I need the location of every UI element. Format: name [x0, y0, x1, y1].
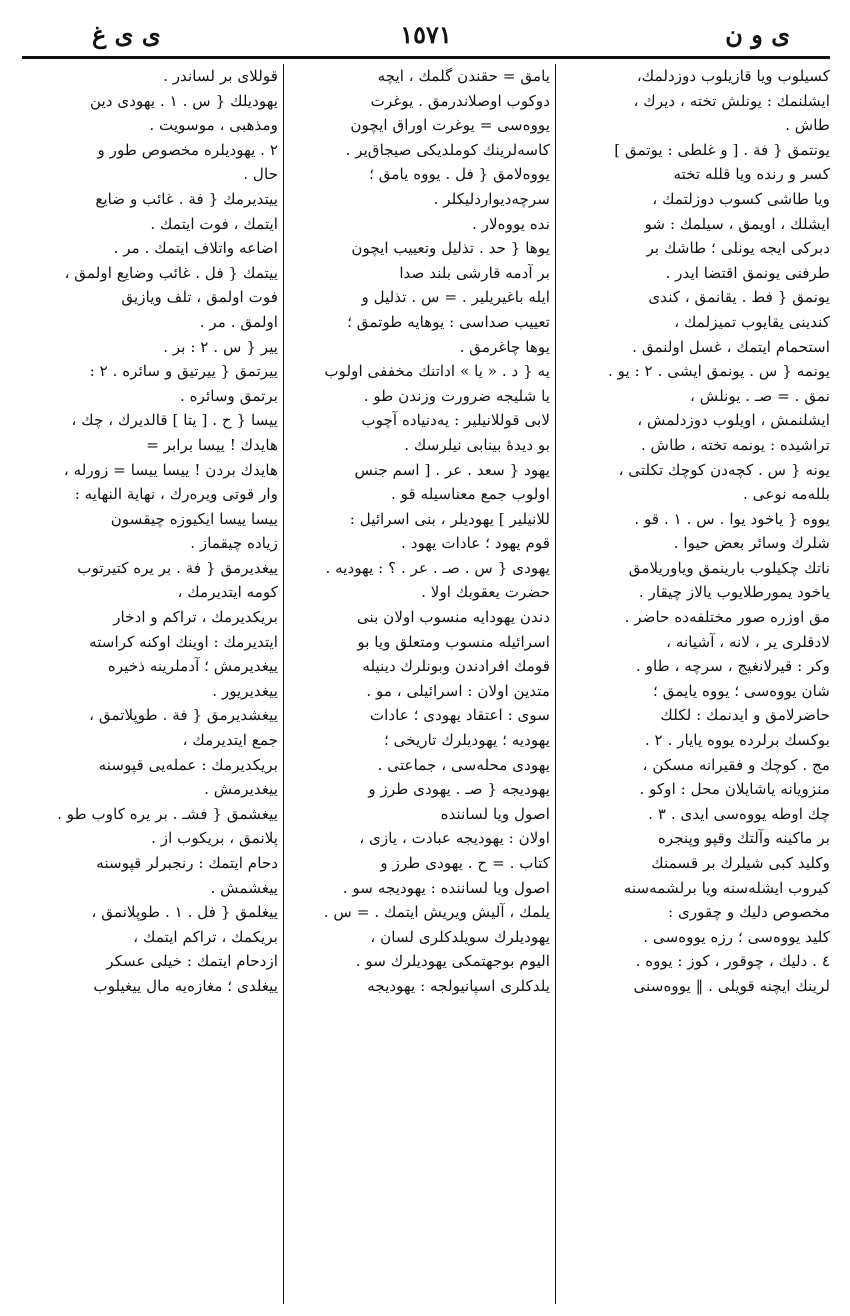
text-line: مج . كوچك و فقيرانه مسكن ، [642, 755, 830, 774]
text-line: وار قوتى ويرەرك ، نهاية النهايه : [74, 485, 278, 504]
text-line: ييغشمق { فشـ . بر يره كاوب طو . [57, 804, 278, 823]
text-line: وكر : قيرلانغيج ، سرچه ، طاو . [636, 657, 830, 676]
text-line: يووه‌لامق { فل . يووه يامق ؛ [369, 165, 550, 184]
text-line: برتمق وسائره . [179, 386, 278, 405]
text-line: ييغديريور . [212, 681, 278, 700]
text-line: تعييب صداسى : يوهايه طوتمق ؛ [347, 312, 550, 331]
text-line: يووه‌سى = يوغرت اوراق ايچون [350, 116, 550, 135]
text-line: بر ماكينه وآلتك وقپو وپنجره [657, 829, 830, 848]
column-divider [555, 64, 556, 1304]
text-line: ٤ . دليك ، چوقور ، كوز : يووه . [635, 952, 830, 971]
text-line: يامق = حقندن گلمك ، ايچه [377, 67, 550, 85]
text-line: يه { د . « يا » اداتنك مخففى اولوب [324, 362, 550, 381]
column-right [560, 64, 830, 1300]
text-line: طرفنى يونمق اقتضا ايدر . [665, 263, 830, 282]
text-line: لرينك ايچنه قويلى . ‖ يووه‌سنى [633, 976, 830, 995]
text-line: ييغلدى ؛ مغازه‌يه مال ييغيلوب [93, 976, 278, 995]
text-line: ايشلك ، اويمق ، سيلمك : شو [644, 214, 830, 233]
text-line: چك اوطه يووه‌سى ايدى . ٣ . [648, 804, 830, 823]
text-line: حضرت يعقوبك اولا . [421, 583, 550, 602]
text-line: سوى : اعتقاد يهودى ؛ عادات [369, 706, 550, 725]
text-line: ييرتمق { ييرتيق و سائره . ٢ : [89, 362, 278, 381]
text-line: ومذهبى ، موسويت . [149, 116, 278, 135]
text-line: ييغديرمق { فة . بر يره كتيرتوب [77, 558, 278, 577]
text-line: يا شليجه ضرورت وزندن طو . [363, 386, 550, 405]
text-line: ييتديرمك { فة . غائب و ضايع [95, 189, 278, 208]
text-line: فوت اولمق ، تلف ويازيق [121, 288, 278, 307]
page-number: ١٥٧١ [400, 20, 452, 49]
text-line: ييغديرمش . [204, 780, 278, 799]
text-line: وكليد كبى شيلرك بر قسمنك [651, 854, 830, 872]
header-rule [22, 56, 830, 59]
text-line: يهوديلك { س . ١ . يهودى دين [90, 91, 278, 110]
column-left [22, 64, 278, 1300]
text-line: قومك افرادندن وبونلرك دينيله [362, 657, 550, 676]
text-line: نده يووه‌لار . [472, 214, 550, 233]
text-line: قوللاى بر لساندر . [163, 67, 278, 85]
text-line: بريكديرمك : عمله‌يى قپوسنه [98, 755, 278, 774]
text-line: ازدحام ايتمك : خيلى عسكر [106, 952, 278, 971]
text-line: دحام ايتمك : رنجبرلر قپوسنه [96, 854, 278, 872]
text-line: ايشلنمش ، اويلوب دوزدلمش ، [637, 411, 830, 430]
text-line: يووه { ياخود يوا . س . ١ . قو . [634, 509, 830, 528]
text-line: قوم يهود ؛ عادات يهود . [401, 534, 550, 553]
text-line: ييغلمق { فل . ١ . طوپلانمق ، [91, 903, 278, 922]
text-line: بو ديدهٔ بينابى نيلرسك . [404, 435, 550, 454]
header-left-letters: ی ی غ [92, 20, 161, 49]
text-line: كيروب ايشله‌سنه ويا برلشمه‌سنه [623, 878, 830, 897]
text-line: يونمه { س . يونمق ايشى . ٢ : يو . [608, 362, 830, 381]
text-line: ويا طاشى كسوب دوزلتمك ، [652, 189, 830, 208]
text-line: اليوم بوجهتمكى يهوديلرك سو . [355, 952, 550, 971]
text-line: كومه ايتديرمك ، [177, 583, 278, 602]
text-line: ايتمك ، فوت ايتمك . [150, 214, 278, 233]
text-line: بلله‌مه نوعى . [743, 485, 830, 504]
text-line: سرچه‌ديواردليكلر . [433, 189, 550, 208]
text-line: بريكمك ، تراكم ايتمك ، [133, 927, 278, 946]
text-line: پلانمق ، بريكوب از . [151, 829, 278, 848]
text-line: كتاب . = ح . يهودى طرز و [380, 854, 550, 872]
text-line: ييغديرمش ؛ آدملرينه ذخيره [107, 657, 278, 676]
text-line: اصول ويا لساننده : يهوديجه سو . [342, 878, 550, 897]
text-line: كسر و رنده ويا قلله تخته [673, 165, 830, 184]
text-line: يهودى { س . صـ . عر . ؟ : يهوديه . [325, 558, 550, 577]
text-line: شان يووه‌سى ؛ يووه يايمق ؛ [653, 681, 830, 700]
column-middle [288, 64, 550, 1300]
text-line: مق اوزره صور مختلفه‌ده حاضر . [624, 608, 830, 627]
text-line: ييغشديرمق { فة . طوپلاتمق ، [89, 706, 278, 725]
text-line: يلدكلرى اسپانيولجه : يهوديجه [367, 976, 550, 995]
text-line: متدين اولان : اسرائيلى ، مو . [366, 681, 550, 700]
text-line: يونمق { فط . يقانمق ، كندى [648, 288, 830, 307]
text-line: ييتمك { فل . غائب وضايع اولمق ، [64, 263, 278, 282]
text-line: اولان : يهوديجه عبادت ، يازى ، [359, 829, 550, 848]
text-line: كليد يووه‌سى ؛ رزه يووه‌سى . [643, 927, 830, 946]
text-line: بر آدمه قارشى بلند صدا [399, 263, 550, 282]
text-line: كسيلوب ويا قازيلوب دوزدلمك، [636, 67, 830, 85]
text-line: ايله باغيريلير . = س . تذليل و [361, 288, 550, 307]
text-line: بوكسك برلرده يووه يايار . ٢ . [644, 731, 830, 750]
text-line: ييسا ييسا ايكيوزه چيقسون [110, 509, 278, 528]
header-right-letters: ی و ن [725, 20, 790, 49]
text-line: اسرائيله منسوب ومتعلق ويا بو [357, 632, 550, 651]
text-line: لادقلرى ير ، لانه ، آشيانه ، [666, 632, 830, 651]
text-line: هايدك ! ييسا برابر = [146, 435, 278, 454]
text-line: ناتك چكيلوب بارينمق وياوريلامق [628, 558, 830, 577]
text-line: نمق . = صـ . يونلش ، [690, 386, 830, 405]
text-line: اولمق . مر . [199, 312, 278, 331]
text-line: يلمك ، آليش ويريش ايتمك . = س . [323, 903, 550, 922]
text-line: ييغشمش . [210, 878, 278, 897]
text-line: ايتديرمك : اوينك اوكنه كراسته [89, 632, 278, 651]
text-line: هايدك بردن ! ييسا ييسا = زورله ، [63, 460, 278, 479]
text-line: يوها { حد . تذليل وتعييب ايچون [351, 239, 550, 258]
column-divider [283, 64, 284, 1304]
text-line: ٢ . يهوديلره مخصوص طور و [97, 140, 278, 159]
text-line: ييسا { ح . [ يتا ] قالديرك ، چك ، [71, 411, 278, 430]
text-line: تراشيده : يونمه تخته ، طاش . [640, 435, 830, 454]
text-line: للانيلير ] يهوديلر ، بنى اسرائيل : [349, 509, 550, 528]
text-line: طاش . [785, 116, 830, 135]
text-line: جمع ايتديرمك ، [182, 731, 278, 750]
text-line: حاضرلامق و ايدنمك : لكلك [660, 706, 830, 725]
text-line: شلرك وسائر بعض حيوا . [673, 534, 830, 553]
text-line: يهوديلرك سويلدكلرى لسان ، [370, 927, 550, 946]
text-line: دندن يهودايه منسوب اولان بنى [356, 608, 550, 627]
text-line: ياخود يمورطلايوب يالاز چيقار . [638, 583, 830, 602]
text-line: لابى قوللانيلير : يه‌دنياده آچوب [361, 411, 550, 430]
text-line: زياده چيقماز . [190, 534, 278, 553]
text-line: دبركى ايجه يونلى ؛ طاشك بر [646, 239, 830, 258]
page-header [22, 18, 830, 54]
text-line: دوكوب اوصلاندرمق . يوغرت [370, 91, 550, 110]
text-line: بريكديرمك ، تراكم و ادخار [113, 608, 278, 627]
text-line: يوها چاغرمق . [459, 337, 550, 356]
text-line: منزويانه ياشايلان محل : اوكو . [639, 780, 830, 799]
text-line: يهوديجه { صـ . يهودى طرز و [368, 780, 550, 799]
text-line: استحمام ايتمك ، غسل اولنمق . [632, 337, 830, 356]
text-line: يهود { سعد . عر . [ اسم جنس [354, 460, 550, 479]
text-line: يهودى محله‌سى ، جماعتى . [377, 755, 550, 774]
text-line: مخصوص دليك و چقورى : [668, 903, 830, 922]
text-line: كاسه‌لرينك كوملديكى صيجاق‌ير . [345, 140, 550, 159]
text-line: كندينى يقايوب تميزلمك ، [674, 312, 830, 331]
text-line: يونه { س . كچه‌دن كوچك تكلتى ، [618, 460, 830, 479]
text-line: اضاعه واتلاف ايتمك . مر . [113, 239, 278, 258]
text-line: يهوديه ؛ يهوديلرك تاريخى ؛ [383, 731, 550, 750]
text-line: اصول ويا لساننده [440, 804, 550, 823]
text-line: يير { س . ٢ : بر . [163, 337, 278, 356]
text-line: ايشلنمك : يونلش تخته ، ديرك ، [633, 91, 830, 110]
text-line: يونتمق { فة . [ و غلطى : يوتمق ] [614, 140, 830, 159]
text-line: اولوب جمع معناسيله قو . [391, 485, 550, 504]
text-line: حال . [243, 165, 278, 184]
